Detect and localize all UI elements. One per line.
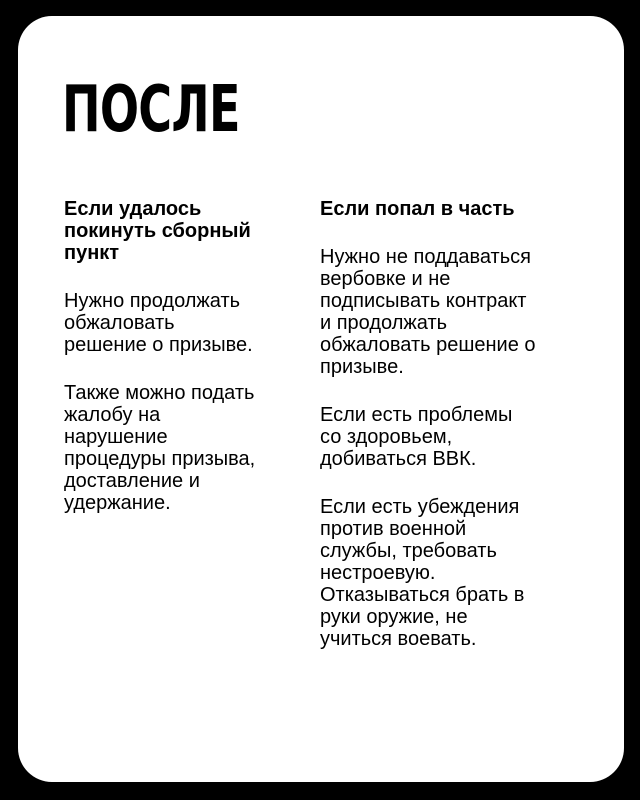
left-column-heading: Если удалось покинуть сборный пункт [64,198,251,264]
left-column [64,198,302,514]
right-paragraph-1: Нужно не поддаваться вербовке и не подписывать контракт и продолжать обжаловать решение о призыве. [320,246,536,378]
page-title: ПОСЛЕ [62,73,240,147]
right-paragraph-2: Если есть проблемы со здоровьем, добиваться ВВК. [320,404,513,470]
right-column [320,198,580,650]
left-paragraph-1: Нужно продолжать обжаловать решение о призыве. [64,290,253,356]
left-paragraph-2: Также можно подать жалобу на нарушение процедуры призыва, доставление и удержание. [64,382,256,514]
right-column-heading: Если попал в часть [320,198,515,220]
right-paragraph-3: Если есть убеждения против военной службы, требовать нестроевую. Отказываться брать в руки оружие, не учиться воевать. [320,496,525,650]
content-card [18,16,624,782]
